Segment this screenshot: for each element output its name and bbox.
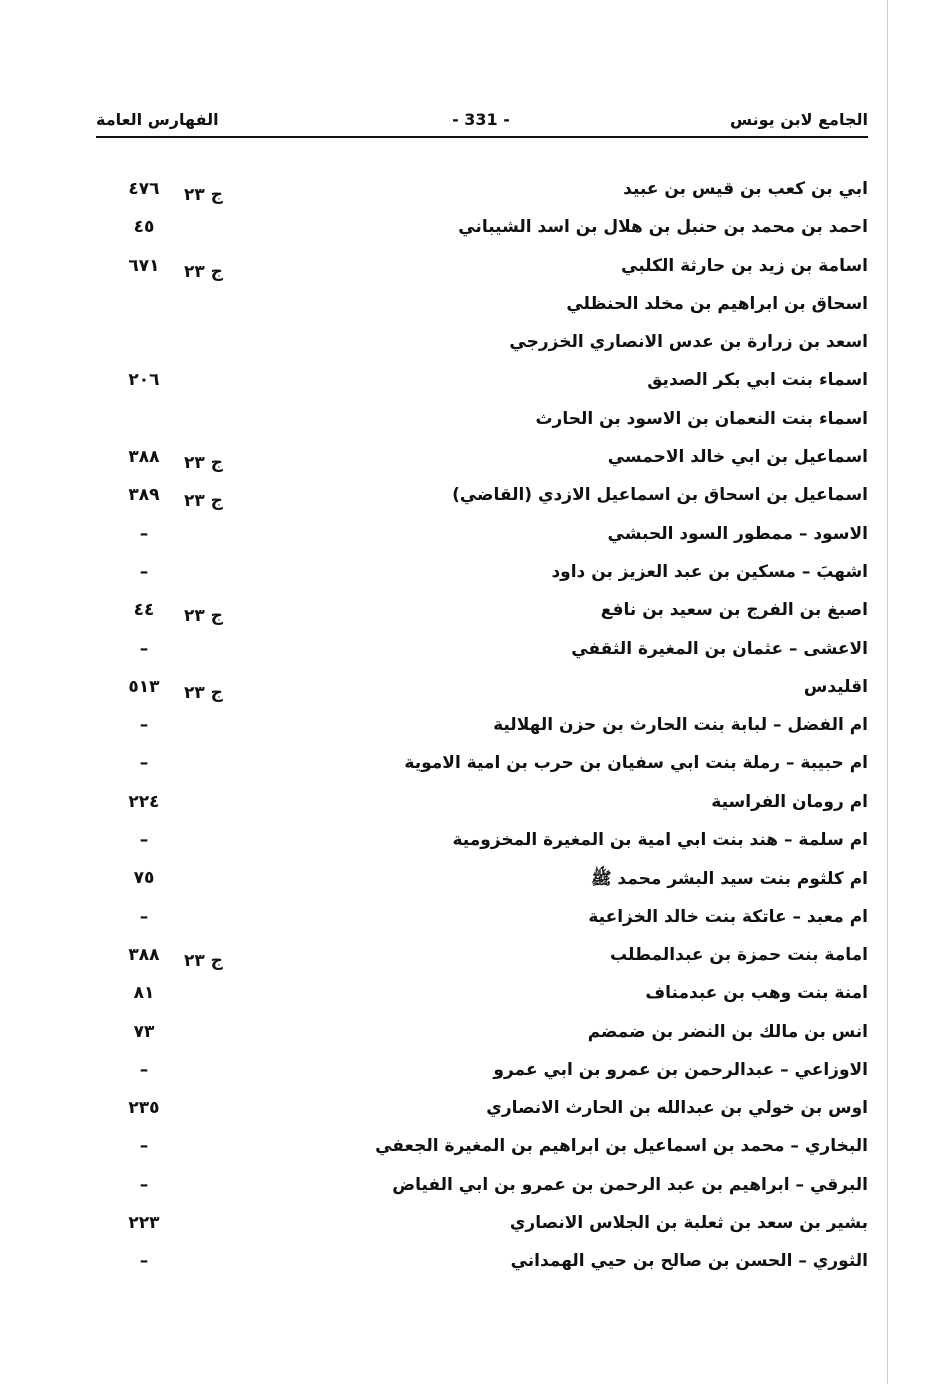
entry-page: ٥١٣ — [128, 676, 160, 697]
index-entry — [96, 441, 868, 479]
index-list — [96, 173, 868, 1284]
entry-name: بشير بن سعد بن ثعلبة بن الجلاس الانصاري — [509, 1213, 868, 1234]
entry-page: ٣٨٨ — [128, 447, 160, 468]
entry-volume: ج ٢٣ — [184, 950, 223, 971]
entry-name: اسماء بنت ابي بكر الصديق — [647, 370, 868, 391]
entry-page: – — [139, 638, 149, 659]
entry-page: – — [139, 1251, 149, 1272]
entry-name: اسحاق بن ابراهيم بن مخلد الحنظلي — [566, 293, 868, 314]
index-entry — [96, 1130, 868, 1168]
index-entry — [96, 1169, 868, 1207]
entry-page: ٣٨٨ — [128, 944, 160, 965]
entry-name: اسامة بن زيد بن حارثة الكلبي — [621, 255, 868, 276]
entry-name: ام كلثوم بنت سيد البشر محمد ﷺ — [590, 869, 868, 890]
entry-name: اسماعيل بن ابي خالد الاحمسي — [607, 447, 868, 468]
entry-page: – — [139, 1174, 149, 1195]
entry-name: انس بن مالك بن النضر بن ضمضم — [587, 1021, 868, 1042]
entry-page: ٤٥ — [133, 217, 155, 238]
entry-page: – — [139, 1059, 149, 1080]
entry-volume: ج ٢٣ — [184, 491, 223, 512]
index-entry — [96, 671, 868, 709]
entry-volume: ج ٢٣ — [184, 185, 223, 205]
index-entry — [96, 747, 868, 785]
entry-page: ٣٨٩ — [128, 485, 160, 506]
index-entry — [96, 901, 868, 939]
index-entry — [96, 633, 868, 671]
entry-page: – — [139, 523, 149, 544]
entry-page: – — [139, 830, 149, 851]
entry-name: ابي بن كعب بن قيس بن عبيد — [623, 179, 868, 199]
index-entry — [96, 977, 868, 1015]
page-header — [96, 110, 868, 136]
entry-name: ام الفضل – لبابة بنت الحارث بن حزن الهلالية — [493, 715, 868, 736]
header-rule — [96, 136, 868, 138]
entry-volume: ج ٢٣ — [184, 453, 223, 474]
entry-page: ٢٢٣ — [128, 1213, 160, 1234]
index-entry — [96, 1092, 868, 1130]
entry-volume: ج ٢٣ — [184, 606, 223, 627]
entry-name: البرقي – ابراهيم بن عبد الرحمن بن عمرو بن ابي الفياض — [392, 1174, 868, 1195]
page-number: - 331 - — [452, 110, 510, 129]
index-entry — [96, 364, 868, 402]
index-entry — [96, 479, 868, 517]
entry-name: اسماء بنت النعمان بن الاسود بن الحارث — [535, 408, 868, 429]
index-entry — [96, 862, 868, 900]
entry-name: البخاري – محمد بن اسماعيل بن ابراهيم بن المغيرة الجعفي — [375, 1136, 868, 1157]
index-entry — [96, 1245, 868, 1283]
entry-page: ٢٢٤ — [128, 791, 160, 812]
index-entry — [96, 556, 868, 594]
index-entry — [96, 824, 868, 862]
entry-name: امامة بنت حمزة بن عبدالمطلب — [610, 944, 868, 965]
entry-name: امنة بنت وهب بن عبدمناف — [645, 983, 868, 1004]
entry-page: – — [139, 715, 149, 736]
index-entry — [96, 1016, 868, 1054]
entry-page: ٧٥ — [133, 868, 155, 889]
entry-name: الثوري – الحسن بن صالح بن حيي الهمداني — [510, 1251, 868, 1272]
entry-page: ٤٧٦ — [128, 179, 160, 199]
index-entry — [96, 709, 868, 747]
entry-name: اوس بن خولي بن عبدالله بن الحارث الانصاري — [486, 1098, 868, 1119]
entry-page: ٧٣ — [133, 1021, 155, 1042]
entry-page: ٢٣٥ — [128, 1098, 160, 1119]
entry-name: الاوزاعي – عبدالرحمن بن عمرو بن ابي عمرو — [493, 1059, 868, 1080]
entry-name: ام رومان الفراسية — [711, 791, 868, 812]
book-title: الجامع لابن يونس — [730, 110, 868, 129]
index-entry — [96, 403, 868, 441]
index-entry — [96, 250, 868, 288]
index-entry — [96, 1207, 868, 1245]
entry-name: ام حبيبة – رملة بنت ابي سفيان بن حرب بن امية الاموية — [404, 753, 868, 774]
index-entry — [96, 1054, 868, 1092]
entry-page: ٤٤ — [133, 600, 155, 621]
index-entry — [96, 211, 868, 249]
entry-name: الاعشى – عثمان بن المغيرة الثقفي — [571, 638, 868, 659]
entry-volume: ج ٢٣ — [184, 261, 223, 282]
entry-name: احمد بن محمد بن حنبل بن هلال بن اسد الشيباني — [458, 217, 868, 238]
entry-page: ٢٠٦ — [128, 370, 160, 391]
section-title: الفهارس العامة — [96, 110, 219, 129]
entry-name: ام سلمة – هند بنت ابي امية بن المغيرة المخزومية — [452, 830, 868, 851]
index-entry — [96, 939, 868, 977]
entry-name: ام معبد – عاتكة بنت خالد الخزاعية — [588, 906, 868, 927]
entry-name: اشهبَ – مسكين بن عبد العزيز بن داود — [551, 561, 868, 582]
entry-name: اسماعيل بن اسحاق بن اسماعيل الازدي (القاضي) — [452, 485, 868, 506]
entry-name: اقليدس — [803, 676, 868, 697]
entry-volume: ج ٢٣ — [184, 682, 223, 703]
entry-page: – — [139, 561, 149, 582]
entry-name: اصبغ بن الفرج بن سعيد بن نافع — [600, 600, 868, 621]
index-entry — [96, 518, 868, 556]
entry-name: اسعد بن زرارة بن عدس الانصاري الخزرجي — [509, 332, 868, 353]
entry-page: ٦٧١ — [128, 255, 160, 276]
index-entry — [96, 173, 868, 211]
entry-name: الاسود – ممطور السود الحبشي — [607, 523, 868, 544]
entry-page: – — [139, 1136, 149, 1157]
entry-page: – — [139, 906, 149, 927]
page-edge-line — [887, 0, 888, 1384]
entry-page: ٨١ — [133, 983, 155, 1004]
index-entry — [96, 288, 868, 326]
index-entry — [96, 786, 868, 824]
entry-page: – — [139, 753, 149, 774]
index-entry — [96, 326, 868, 364]
index-entry — [96, 594, 868, 632]
